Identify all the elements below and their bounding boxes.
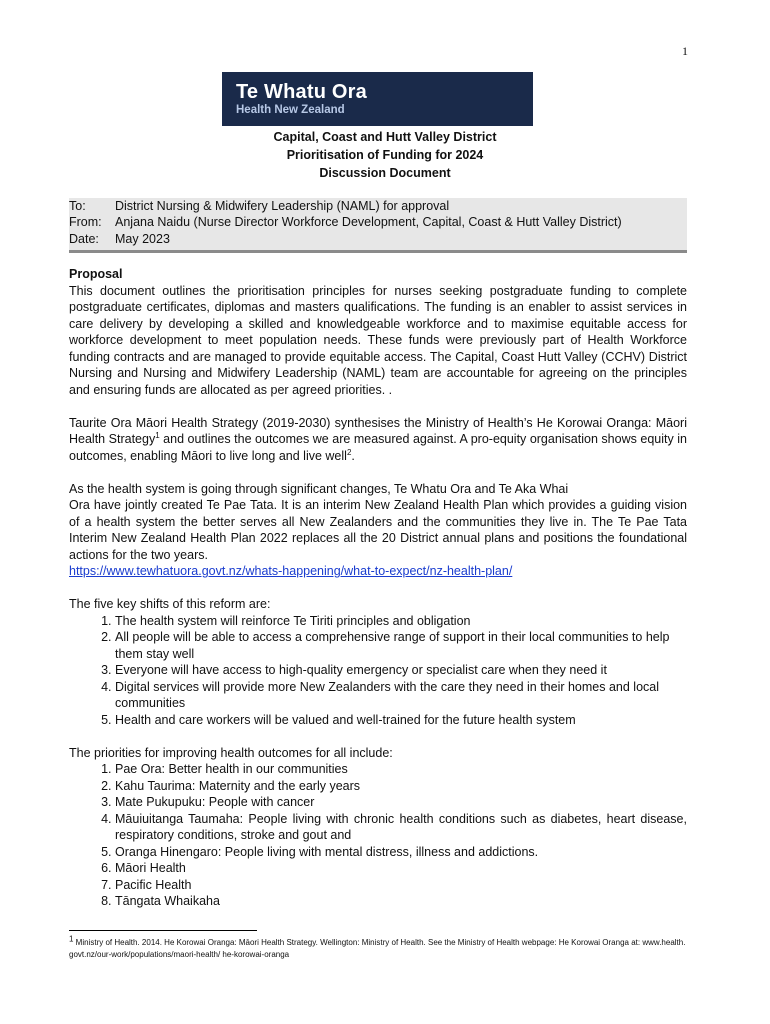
list-item: 6. Māori Health [115,860,687,877]
strategy-text-2: and outlines the outcomes we are measured against. A pro-equity organisation shows equity in outcomes, enabling Māori to live long and live well [69,432,687,463]
list-item: 5. Health and care workers will be valued and well-trained for the future health system [115,712,687,729]
strategy-text-1: Taurite Ora Māori Health Strategy (2019-2030) synthesises the Ministry of Health’s He Korowai Oranga: Māori Health Strategy [69,415,687,446]
document-title-block [0,128,770,182]
reform-line-1: As the health system is going through significant changes, Te Whatu Ora and Te Aka Whai [69,481,569,496]
page-number: 1 [682,44,688,58]
memo-to-label: To: [69,199,86,213]
priorities-list [69,761,687,910]
title-line-1: Capital, Coast and Hutt Valley District [273,130,497,144]
footnote [69,934,687,961]
list-item: 3. Everyone will have access to high-quality emergency or specialist care when they need it [115,662,687,679]
nz-health-plan-link[interactable]: https://www.tewhatuora.govt.nz/whats-happening/what-to-expect/nz-health-plan/ [69,564,513,578]
list-item: 5. Oranga Hinengaro: People living with mental distress, illness and addictions. [115,844,687,861]
strategy-paragraph [69,415,687,465]
key-shifts-list [69,613,687,729]
strategy-text-3: . [351,448,355,463]
title-line-3: Discussion Document [319,166,451,180]
memo-to-value: District Nursing & Midwifery Leadership (NAML) for approval [115,199,450,213]
priorities-intro: The priorities for improving health outcomes for all include: [69,745,393,760]
list-item: 8. Tāngata Whaikaha [115,893,687,910]
list-item: 2. Kahu Taurima: Maternity and the early years [115,778,687,795]
footnote-ref-2[interactable]: 2 [346,447,352,457]
te-whatu-ora-logo [222,72,533,126]
footnote-marker: 1 [69,934,74,944]
memo-from-value: Anjana Naidu (Nurse Director Workforce Development, Capital, Coast & Hutt Valley District) [115,215,622,229]
list-item: 1. Pae Ora: Better health in our communities [115,761,687,778]
memo-from-label: From: [69,215,102,229]
list-item: 4. Digital services will provide more New Zealanders with the care they need in their homes and local communities [115,679,687,712]
proposal-paragraph: This document outlines the prioritisation principles for nurses seeking postgraduate funding to complete postgraduate certificates, diplomas and masters qualifications. The funding is an enabler to assist services in care delivery by developing a skilled and knowledgeable workforce and to maximise equitable access for workforce development to meet population needs. These funds were previously part of Health Workforce funding contracts and are managed to provide equitable access. The Capital, Coast Hutt Valley (CCHV) District Nursing and Nursing and Midwifery Leadership (NAML) team are accountable for agreeing on the principles and ensuring funds are allocated as per agreed priorities. . [69,283,687,397]
title-line-2: Prioritisation of Funding for 2024 [286,148,484,162]
list-item: 4. Māuiuitanga Taumaha: People living with chronic health conditions such as diabetes, heart disease, respiratory conditions, stroke and gout and [115,811,687,844]
key-shifts-intro: The five key shifts of this reform are: [69,597,271,611]
memo-header-table [69,198,687,253]
logo-sub-text: Health New Zealand [236,104,345,116]
list-item: 2. All people will be able to access a comprehensive range of support in their local communities to help them stay well [115,629,687,662]
logo-main-text: Te Whatu Ora [236,81,367,103]
memo-date-label: Date: [69,232,99,246]
list-item: 7. Pacific Health [115,877,687,894]
document-body [69,266,687,910]
list-item: 3. Mate Pukupuku: People with cancer [115,794,687,811]
proposal-heading: Proposal [69,267,123,281]
footnote-separator [69,930,257,931]
reform-paragraph: Ora have jointly created Te Pae Tata. It is an interim New Zealand Health Plan which provides a guiding vision of a health system the better serves all New Zealanders and the communities they live in. The Te Pae Tata Interim New Zealand Health Plan 2022 replaces all the 20 District annual plans and positions the foundational actions for the two years. [69,498,687,562]
footnote-ref-1[interactable]: 1 [155,430,160,440]
footnote-text: Ministry of Health. 2014. He Korowai Oranga: Māori Health Strategy. Wellington: Ministry of Health. See the Ministry of Health webpage: He Korowai Oranga at: www.health. govt.nz/our-work/populations/maori-health/ he-korowai-oranga [69,938,686,959]
memo-date-value: May 2023 [115,232,170,246]
list-item: 1. The health system will reinforce Te Tiriti principles and obligation [115,613,687,630]
